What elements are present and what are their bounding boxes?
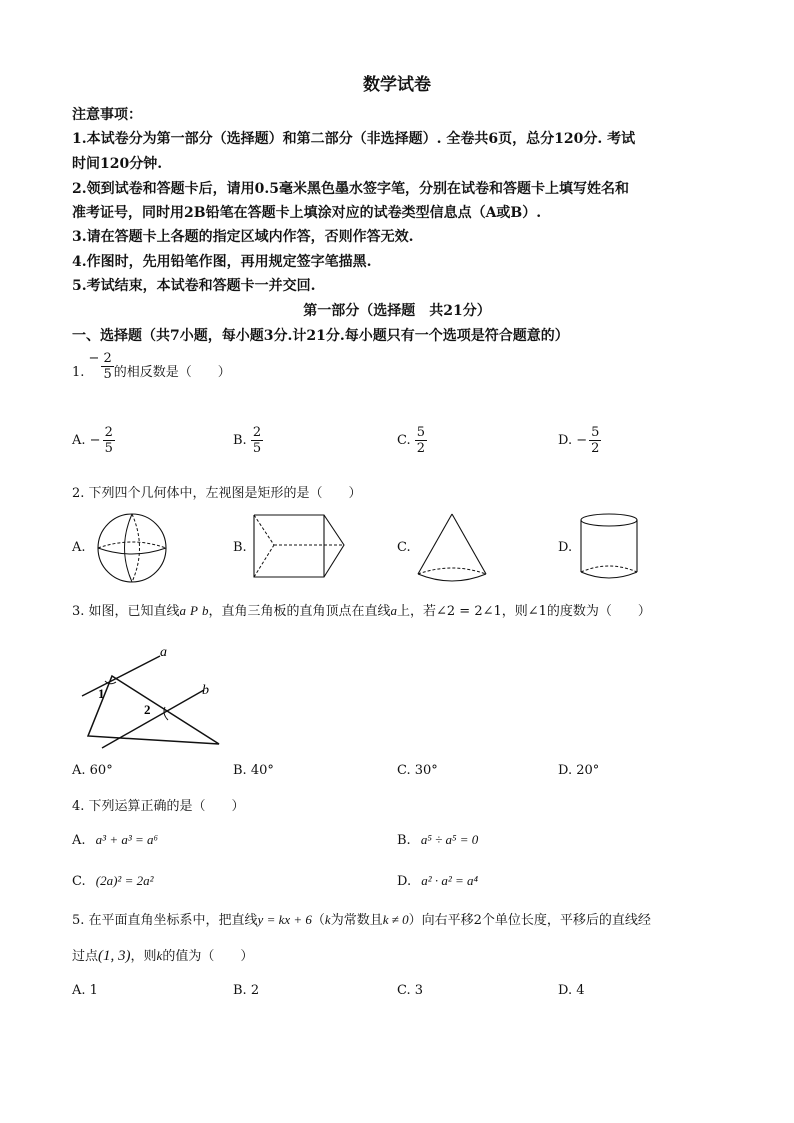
notice-line-2b: 准考证号，同时用2B铅笔在答题卡上填涂对应的试卷类型信息点（A或B）. [72,205,542,221]
sphere-figure [92,512,172,584]
q4-option-a-label: A. [72,833,86,848]
q4-option-a[interactable] [72,832,158,848]
q1-option-c[interactable] [397,425,427,456]
notice-heading: 注意事项： [72,107,142,123]
q5-line2-a: 过点 [72,949,99,964]
q1-option-a-den: 5 [104,441,113,456]
label-a: a [160,645,167,660]
q1-option-d-den: 2 [591,441,600,456]
q4-option-d-expr: a² · a² = a⁴ [421,873,479,888]
q4-option-c-label: C. [72,874,86,889]
q5-stem-d: ）向右平移2个单位长度，平移后的直线经 [408,913,651,928]
question-2: 2. 下列四个几何体中，左视图是矩形的是（ ） [72,486,362,501]
q1-stem: 的相反数是（ ） [113,365,231,380]
cylinder-figure [578,512,640,582]
q5-stem-b: （ [311,913,325,928]
q1-option-a-frac [103,425,115,456]
q3-stem-c: 上，若∠2 = 2∠1，则∠1的度数为（ ） [397,604,651,619]
q5-line2-c: 的值为（ ） [162,949,254,964]
q4-option-c-expr: (2a)² = 2a² [95,873,154,888]
q5-k1: k [324,912,331,927]
q3-stem-a: 3. 如图，已知直线 [72,604,180,619]
angle-1-label: 1 [98,686,105,701]
q1-option-b-num: 2 [252,425,262,440]
question-1 [72,351,231,388]
q1-option-a-num: 2 [104,425,113,440]
q1-fraction-den: 5 [103,367,112,382]
q1-fraction [101,351,113,382]
q1-option-b-label: B. [233,433,247,448]
q5-line-equation: y = kx + 6 [257,912,312,927]
q4-option-d-label: D. [397,874,412,889]
q1-option-c-label: C. [397,433,411,448]
question-3 [72,600,651,619]
q3-line-b: b [202,603,209,618]
section-title: 一、选择题（共7小题，每小题3分.计21分.每小题只有一个选项是符合题意的） [72,328,569,344]
q1-fraction-num: 2 [103,351,112,366]
question-5-line-1 [72,909,651,928]
q1-option-d-frac [589,425,601,456]
notice-line-2a: 2.领到试卷和答题卡后，请用0.5毫米黑色墨水签字笔，分别在试卷和答题卡上填写姓名和 [72,181,629,197]
q5-option-c[interactable]: C. 3 [397,983,424,998]
notice-line-3: 3.请在答题卡上各题的指定区域内作答，否则作答无效. [72,229,414,245]
line-a [82,656,160,696]
q4-option-d[interactable] [397,873,478,889]
q5-k2: k [156,948,163,963]
notice-line-5: 5.考试结束，本试卷和答题卡一并交回. [72,278,316,294]
angle-2-label: 2 [144,702,151,717]
notice-line-1b: 时间120分钟. [72,156,163,172]
q5-stem-c: 为常数且 [330,913,383,928]
page-title: 数学试卷 [363,75,431,95]
q5-option-d[interactable]: D. 4 [558,983,585,998]
q1-minus: − [88,351,100,366]
q5-line2-b: ，则 [130,949,157,964]
q5-k-condition: k ≠ 0 [382,912,409,927]
q3-option-a[interactable]: A. 60° [72,763,113,778]
q2-option-a-label[interactable]: A. [72,540,86,555]
q1-option-b[interactable] [233,425,263,456]
q1-option-b-den: 5 [252,441,262,456]
q2-option-b-label[interactable]: B. [233,540,247,555]
q4-option-c[interactable] [72,873,154,889]
question-4: 4. 下列运算正确的是（ ） [72,799,245,814]
label-b: b [202,683,209,698]
q3-line-a: a [179,603,187,618]
q1-option-a-label: A. [72,433,86,448]
q5-point: (1, 3) [98,948,131,964]
q1-option-d[interactable] [558,425,601,456]
q5-stem-a: 5. 在平面直角坐标系中，把直线 [72,913,258,928]
q3-option-d[interactable]: D. 20° [558,763,600,778]
q3-parallel-symbol: P [190,603,198,618]
q3-figure [72,644,232,752]
q3-option-b[interactable]: B. 40° [233,763,274,778]
q2-option-c-label[interactable]: C. [397,540,411,555]
q4-option-a-expr: a³ + a³ = a⁶ [95,832,159,847]
q3-stem-b: ，直角三角板的直角顶点在直线 [208,604,391,619]
part1-title: 第一部分（选择题 共21分） [303,303,491,319]
q4-option-b-label: B. [397,833,411,848]
cone-figure [414,512,490,584]
set-square [88,676,219,744]
q1-option-d-label: D. [558,433,573,448]
q4-option-b-expr: a⁵ ÷ a⁵ = 0 [420,832,479,847]
q4-option-b[interactable] [397,832,478,848]
q1-option-c-num: 5 [416,425,426,440]
notice-line-4: 4.作图时，先用铅笔作图，再用规定签字笔描黑. [72,254,372,270]
q1-option-d-num: 5 [591,425,600,440]
q3-line-a2: a [390,603,398,618]
q5-option-a[interactable]: A. 1 [72,983,98,998]
q2-option-d-label[interactable]: D. [558,540,573,555]
q5-option-b[interactable]: B. 2 [233,983,260,998]
q1-number: 1. [72,365,85,380]
q3-option-c[interactable]: C. 30° [397,763,438,778]
q1-option-c-frac [415,425,427,456]
q1-option-a[interactable] [72,425,115,456]
question-5-line-2 [72,945,253,965]
q1-option-d-sign: − [576,433,588,448]
q1-option-a-sign: − [89,433,101,448]
notice-line-1a: 1.本试卷分为第一部分（选择题）和第二部分（非选择题）. 全卷共6页，总分120分. 考试 [72,131,636,147]
q1-option-c-den: 2 [416,441,426,456]
triangular-prism-figure [252,513,347,581]
q1-option-b-frac [251,425,263,456]
